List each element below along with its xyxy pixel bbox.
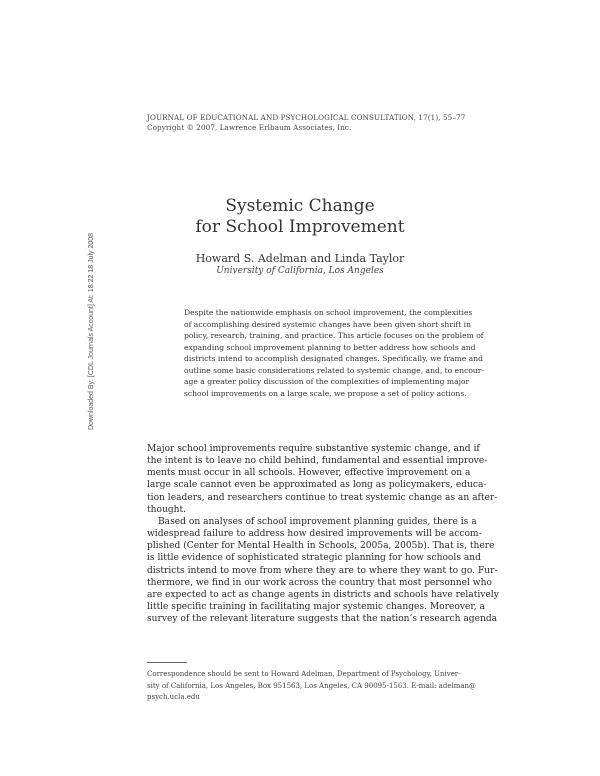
body-line: are expected to act as change agents in districts and schools have relatively <box>147 589 499 600</box>
journal-header <box>147 113 467 132</box>
body-line: little specific training in facilitating major systemic changes. Moreover, a <box>147 602 485 613</box>
body-line: the intent is to leave no child behind, fundamental and essential improve- <box>147 456 488 467</box>
body-line: ments must occur in all schools. However, effective improvement on a <box>147 468 471 479</box>
footnote-line: Correspondence should be sent to Howard Adelman, Department of Psychology, Univer- <box>147 670 461 678</box>
body-line: tion leaders, and researchers continue to treat systemic change as an after- <box>147 492 498 503</box>
abstract-line: age a greater policy discussion of the complexities of implementing major <box>184 377 470 386</box>
abstract-line: outline some basic considerations related to systemic change, and, to encour- <box>184 365 484 375</box>
footnote-line: psych.ucla.edu <box>147 693 200 701</box>
authors: Howard S. Adelman and Linda Taylor <box>195 252 405 265</box>
article-title-line-1: Systemic Change <box>225 196 375 216</box>
body-line: thermore, we find in our work across the country that most personnel who <box>147 577 492 588</box>
abstract-line: school improvements on a large scale, we propose a set of policy actions. <box>184 388 467 398</box>
journal-citation: JOURNAL OF EDUCATIONAL AND PSYCHOLOGICAL CONSULTATION, 17(1), 55–77 <box>147 113 466 122</box>
body-text <box>147 443 499 625</box>
abstract-line: policy, research, training, and practice. This article focuses on the problem of <box>184 331 484 340</box>
body-line: is little evidence of sophisticated strategic planning for how schools and <box>147 553 481 564</box>
abstract-line: expanding school improvement planning to better address how schools and <box>184 342 476 352</box>
footnote-divider <box>147 662 187 663</box>
body-line: Based on analyses of school improvement planning guides, there is a <box>158 516 477 527</box>
body-line: widespread failure to address how desired improvements will be accom- <box>147 529 482 540</box>
body-line: Major school improvements require substantive systemic change, and if <box>147 444 480 454</box>
abstract-line: of accomplishing desired systemic changes have been given short shrift in <box>184 319 471 329</box>
affiliation: University of California, Los Angeles <box>216 266 384 276</box>
body-line: large scale cannot even be approximated as long as policymakers, educa- <box>147 480 487 491</box>
body-line: survey of the relevant literature suggests that the nation’s research agenda <box>147 614 498 625</box>
abstract-line: Despite the nationwide emphasis on school improvement, the complexities <box>184 308 473 317</box>
correspondence-footnote <box>147 669 477 704</box>
body-line: districts intend to move from where they are to where they want to go. Fur- <box>147 565 498 576</box>
abstract <box>184 307 484 399</box>
journal-copyright: Copyright © 2007, Lawrence Erlbaum Associates, Inc. <box>147 122 352 132</box>
abstract-line: districts intend to accomplish designated changes. Specifically, we frame and <box>184 354 483 363</box>
article-title-line-2: for School Improvement <box>195 217 405 237</box>
body-line: thought. <box>147 504 187 515</box>
footnote-line: sity of California, Los Angeles, Box 951563, Los Angeles, CA 90095-1563. E-mail: adelman@ <box>147 681 477 690</box>
body-line: plished (Center for Mental Health in Schools, 2005a, 2005b). That is, there <box>147 541 495 552</box>
download-stamp: Downloaded By: [CDL Journals Account] At: 18:22 18 July 2008 <box>88 232 95 430</box>
